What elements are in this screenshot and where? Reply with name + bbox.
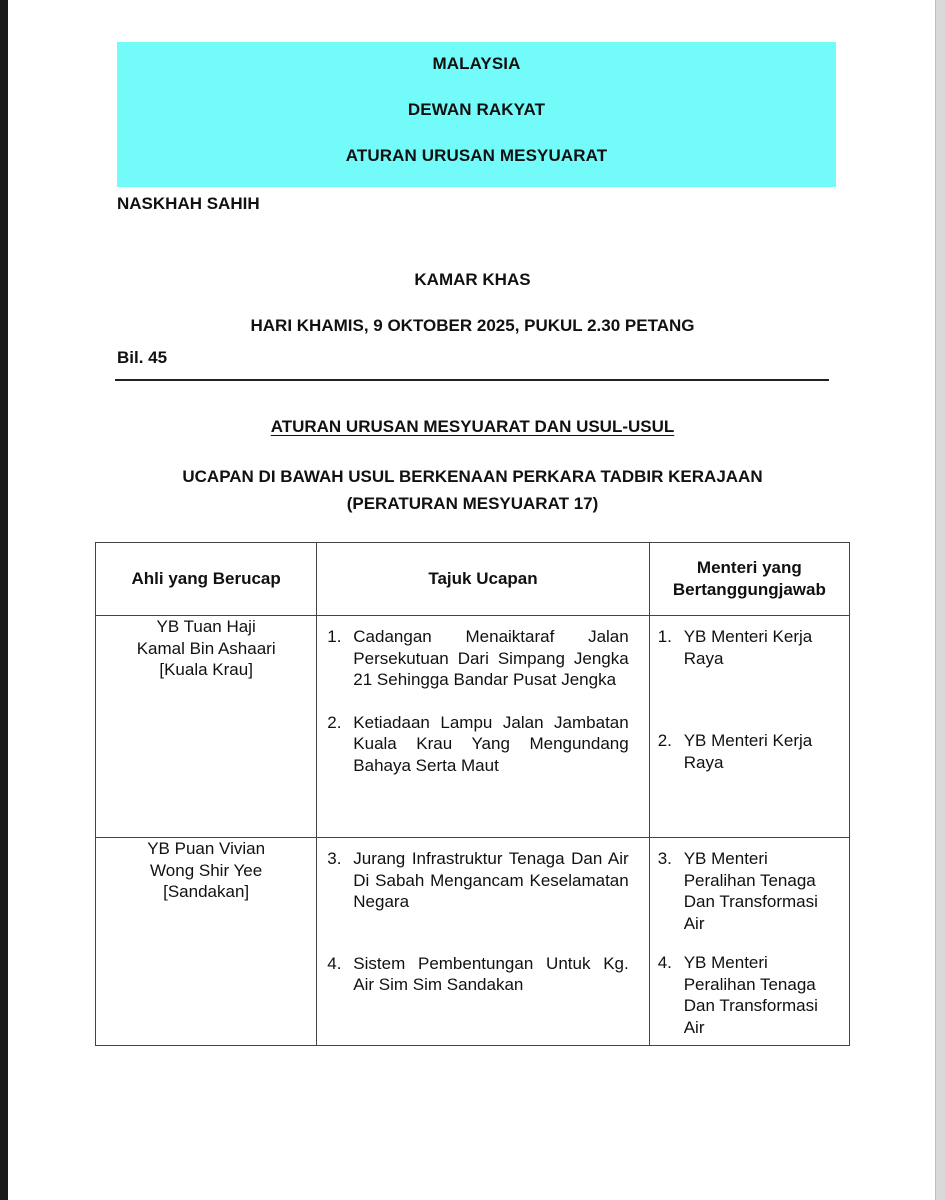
table-row <box>96 616 850 838</box>
member-constituency: [Sandakan] <box>163 882 250 901</box>
topic-text: Sistem Pembentungan Untuk Kg. Air Sim Sim Sandakan <box>353 953 629 994</box>
topic-number: 2. <box>327 712 342 732</box>
table-row <box>96 838 850 1046</box>
topic-number: 1. <box>327 627 342 646</box>
divider <box>115 379 829 381</box>
header-banner <box>117 42 836 187</box>
header-house: DEWAN RAKYAT <box>407 100 546 119</box>
speech-table <box>95 542 850 1046</box>
subsection-rule: (PERATURAN MESYUARAT 17) <box>346 494 599 513</box>
minister-item <box>658 730 839 773</box>
minister-cell <box>649 838 849 1046</box>
topic-text: Jurang Infrastruktur Tenaga Dan Air Di Sabah Mengancam Keselamatan Negara <box>353 849 629 911</box>
minister-number: 1. <box>657 627 672 646</box>
minister-cell <box>649 616 849 838</box>
header-minister <box>649 543 849 616</box>
member-cell <box>96 838 317 1046</box>
topic-number: 3. <box>327 849 342 868</box>
topic-item <box>327 626 628 691</box>
header-doc-type: ATURAN URUSAN MESYUARAT <box>345 146 608 165</box>
minister-number: 3. <box>657 849 672 868</box>
topic-text: Ketiadaan Lampu Jalan Jambatan Kuala Krau Yang Mengundang Bahaya Serta Maut <box>353 712 629 775</box>
minister-text: YB Menteri Kerja Raya <box>683 627 813 668</box>
member-title: YB Puan Vivian <box>147 839 266 858</box>
member-name: Wong Shir Yee <box>150 860 263 880</box>
topic-number: 4. <box>327 953 342 973</box>
topic-item <box>327 953 628 996</box>
subsection-title: UCAPAN DI BAWAH USUL BERKENAAN PERKARA TADBIR KERAJAAN <box>182 467 763 486</box>
member-constituency: [Kuala Krau] <box>159 660 253 679</box>
minister-text: YB Menteri Peralihan Tenaga Dan Transformasi Air <box>683 953 818 1037</box>
page-left-edge <box>0 0 8 1200</box>
page-right-edge <box>935 0 945 1200</box>
minister-item <box>658 952 839 1038</box>
topic-text: Cadangan Menaiktaraf Jalan Persekutuan Dari Simpang Jengka 21 Sehingga Bandar Pusat Jengka <box>353 627 629 689</box>
table-header-row <box>96 543 850 616</box>
topic-cell <box>317 616 649 838</box>
minister-item <box>658 626 839 669</box>
header-member: Ahli yang Berucap <box>96 543 317 616</box>
topic-item <box>327 712 628 777</box>
member-cell <box>96 616 317 838</box>
minister-text: YB Menteri Peralihan Tenaga Dan Transformasi Air <box>683 849 818 933</box>
topic-cell <box>317 838 649 1046</box>
header-country: MALAYSIA <box>432 54 521 73</box>
section-title: ATURAN URUSAN MESYUARAT DAN USUL-USUL <box>270 417 675 436</box>
minister-item <box>658 848 839 934</box>
header-topic: Tajuk Ucapan <box>317 543 649 616</box>
chamber-title: KAMAR KHAS <box>414 270 531 289</box>
minister-text: YB Menteri Kerja Raya <box>683 731 813 772</box>
minister-number: 2. <box>657 731 672 750</box>
topic-item <box>327 848 628 913</box>
session-datetime: HARI KHAMIS, 9 OKTOBER 2025, PUKUL 2.30 PETANG <box>250 316 695 335</box>
member-title: YB Tuan Haji <box>156 617 256 636</box>
bil-number: Bil. 45 <box>117 348 168 367</box>
status-label: NASKHAH SAHIH <box>117 194 260 213</box>
minister-number: 4. <box>657 953 672 972</box>
member-name: Kamal Bin Ashaari <box>136 638 276 658</box>
header-minister-label: Menteri yang Bertanggungjawab <box>672 558 826 599</box>
